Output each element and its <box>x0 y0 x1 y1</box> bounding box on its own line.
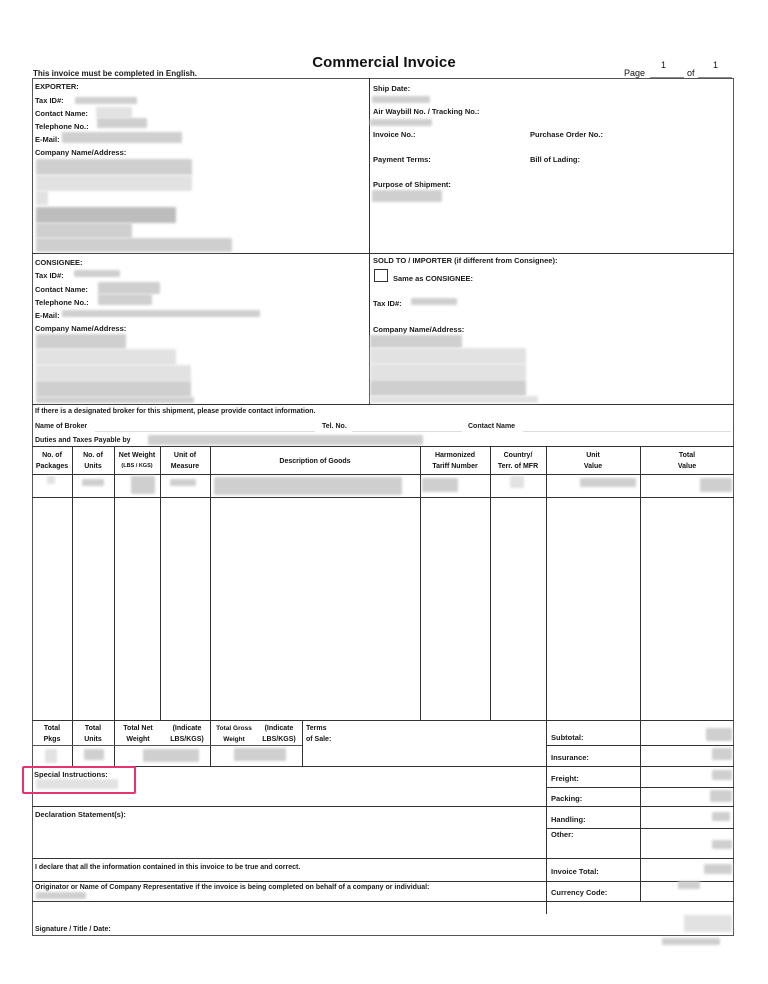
currency-code-value[interactable] <box>678 881 700 889</box>
special-instructions-bottom <box>32 806 734 807</box>
col-header-packages-line1: No. of <box>42 452 62 459</box>
indicate-units-2-line2: LBS/KGS) <box>262 736 296 743</box>
sold-to-address-line-5[interactable] <box>370 396 538 403</box>
consignee-contact-name-label: Contact Name: <box>35 285 88 294</box>
english-notice: This invoice must be completed in English. <box>33 69 198 78</box>
originator-label: Originator or Name of Company Representative if the invoice is being completed on behalf of a company or individual: <box>35 884 430 891</box>
duties-taxes-label: Duties and Taxes Payable by <box>35 437 131 444</box>
sold-to-company-address-label: Company Name/Address: <box>373 325 465 334</box>
consignee-tax-id-value[interactable] <box>74 270 120 277</box>
broker-contact-name-field[interactable] <box>523 431 731 432</box>
exporter-address-line-6[interactable] <box>36 238 232 252</box>
consignee-telephone-label: Telephone No.: <box>35 298 89 307</box>
consignee-contact-name-value[interactable] <box>98 282 160 294</box>
broker-name-label: Name of Broker <box>35 423 88 430</box>
consignee-address-line-4[interactable] <box>36 381 191 397</box>
sold-to-address-line-1[interactable] <box>370 335 462 348</box>
summary-divider-3 <box>546 787 734 788</box>
exporter-email-label: E-Mail: <box>35 135 60 144</box>
col-header-tariff <box>420 450 490 472</box>
exporter-consignee-divider <box>32 253 734 254</box>
total-net-weight-label-line1: Total Net <box>123 725 153 732</box>
item-net-weight-value[interactable] <box>131 476 155 494</box>
exporter-address-line-4[interactable] <box>36 207 176 223</box>
col-header-total-value-line2: Value <box>677 463 697 470</box>
exporter-tax-id-value[interactable] <box>75 97 137 104</box>
col-header-unit-measure-line1: Unit of <box>173 452 197 459</box>
freight-value[interactable] <box>712 770 732 780</box>
item-description-value[interactable] <box>214 477 402 495</box>
col-header-net-weight <box>114 450 160 472</box>
of-label: of <box>687 68 695 78</box>
subtotal-value[interactable] <box>706 728 732 741</box>
invoice-total-label: Invoice Total: <box>551 867 599 876</box>
insurance-value[interactable] <box>712 748 732 760</box>
items-first-row-bottom <box>32 497 734 498</box>
exporter-address-line-3[interactable] <box>36 191 48 205</box>
handling-value[interactable] <box>712 812 730 821</box>
col-divider-4 <box>210 446 211 766</box>
signature-date-value[interactable] <box>662 938 720 945</box>
page-title: Commercial Invoice <box>312 54 456 71</box>
item-packages-value[interactable] <box>47 476 55 484</box>
col-header-net-weight-line2: (LBS / KGS) <box>121 463 153 469</box>
items-grid-bottom <box>32 720 734 721</box>
col-divider-2 <box>114 446 115 766</box>
consignee-email-label: E-Mail: <box>35 311 60 320</box>
col-header-units <box>72 450 114 472</box>
total-pkgs-value[interactable] <box>45 749 57 763</box>
invoice-total-value[interactable] <box>704 864 732 874</box>
col-header-total-value-line1: Total <box>678 452 696 459</box>
col-header-unit-value <box>546 450 640 472</box>
item-units-value[interactable] <box>82 479 104 486</box>
declare-bottom <box>32 881 734 882</box>
exporter-label: EXPORTER: <box>35 82 79 91</box>
consignee-email-value[interactable] <box>62 310 260 317</box>
total-gross-weight-label-line1: Total Gross <box>216 725 252 732</box>
total-gross-weight-label-line2: Weight <box>223 736 245 743</box>
consignee-address-line-5[interactable] <box>36 397 194 403</box>
col-header-unit-value-line2: Value <box>583 463 603 470</box>
col-header-country <box>490 450 546 472</box>
payment-terms-label: Payment Terms: <box>373 155 431 164</box>
total-net-weight-label-line2: Weight <box>126 736 150 743</box>
col-divider-5 <box>420 446 421 720</box>
col-header-tariff-line2: Tariff Number <box>432 463 478 470</box>
indicate-units-label-1 <box>162 723 212 745</box>
purpose-of-shipment-value[interactable] <box>372 190 442 202</box>
declaration-statements-label: Declaration Statement(s): <box>35 810 126 819</box>
col-divider-8 <box>640 446 641 901</box>
col-header-country-line1: Country/ <box>503 452 533 459</box>
air-waybill-label: Air Waybill No. / Tracking No.: <box>373 107 480 116</box>
exporter-telephone-label: Telephone No.: <box>35 122 89 131</box>
sold-to-address-line-3[interactable] <box>370 364 526 380</box>
page-number[interactable]: 1 <box>661 60 667 70</box>
sold-to-address-line-2[interactable] <box>370 348 526 364</box>
total-pkgs-label <box>32 723 72 745</box>
col-header-country-line2: Terr. of MFR <box>497 463 539 470</box>
insurance-label: Insurance: <box>551 753 589 762</box>
total-pkgs-label-line1: Total <box>43 725 61 732</box>
exporter-contact-name-label: Contact Name: <box>35 109 88 118</box>
summary-divider-1 <box>546 745 734 746</box>
item-unit-measure-value[interactable] <box>170 479 196 486</box>
summary-divider-5 <box>546 828 734 829</box>
summary-divider-2 <box>546 766 734 767</box>
total-units-label-line1: Total <box>84 725 102 732</box>
col-header-unit-measure-line2: Measure <box>170 463 200 470</box>
col-header-unit-value-line1: Unit <box>586 452 600 459</box>
exporter-tax-id-label: Tax ID#: <box>35 96 64 105</box>
total-gross-weight-label <box>210 723 258 745</box>
col-header-units-line1: No. of <box>83 452 103 459</box>
signature-label: Signature / Title / Date: <box>35 926 111 933</box>
broker-name-field[interactable] <box>95 431 315 432</box>
page-total[interactable]: 1 <box>713 60 719 70</box>
total-net-weight-label <box>114 723 162 745</box>
freight-label: Freight: <box>551 774 579 783</box>
exporter-contact-name-value[interactable] <box>96 107 132 118</box>
consignee-address-line-3[interactable] <box>36 365 191 381</box>
sold-to-tax-id-value[interactable] <box>411 298 457 305</box>
totals-header-bottom <box>32 745 302 746</box>
col-header-description <box>210 456 420 467</box>
exporter-company-address-label: Company Name/Address: <box>35 148 127 157</box>
col-header-tariff-line1: Harmonized <box>434 452 476 459</box>
ship-date-label: Ship Date: <box>373 84 411 93</box>
item-country-value[interactable] <box>510 476 524 488</box>
broker-notice: If there is a designated broker for this shipment, please provide contact information. <box>35 408 316 415</box>
terms-of-sale-label <box>306 723 331 745</box>
consignee-telephone-value[interactable] <box>98 294 152 305</box>
terms-divider <box>302 720 303 766</box>
col-header-unit-measure <box>160 450 210 472</box>
item-unit-value-value[interactable] <box>580 478 636 487</box>
sold-to-tax-id-label: Tax ID#: <box>373 299 402 308</box>
total-net-weight-value[interactable] <box>143 749 199 762</box>
broker-contact-name-label: Contact Name <box>468 423 516 430</box>
items-header-bottom <box>32 474 734 475</box>
special-instructions-highlight <box>22 766 136 794</box>
col-header-total-value <box>640 450 734 472</box>
special-instructions-label: Special Instructions: <box>34 770 108 779</box>
currency-code-label: Currency Code: <box>551 888 608 897</box>
broker-tel-field[interactable] <box>352 431 462 432</box>
total-gross-weight-value[interactable] <box>234 748 286 761</box>
exporter-telephone-value[interactable] <box>97 118 147 128</box>
indicate-units-label-2 <box>256 723 302 745</box>
consignee-broker-divider <box>32 404 734 405</box>
same-as-consignee-checkbox[interactable] <box>374 269 388 282</box>
consignee-label: CONSIGNEE: <box>35 258 83 267</box>
bill-of-lading-label: Bill of Lading: <box>530 155 580 164</box>
exporter-address-line-5[interactable] <box>36 223 132 238</box>
consignee-address-line-2[interactable] <box>36 349 176 365</box>
consignee-tax-id-label: Tax ID#: <box>35 271 64 280</box>
exporter-address-line-1[interactable] <box>36 159 192 175</box>
indicate-units-1-line2: LBS/KGS) <box>170 736 204 743</box>
sold-to-address-line-4[interactable] <box>370 380 526 396</box>
air-waybill-value[interactable] <box>370 119 432 126</box>
col-divider-7 <box>546 446 547 914</box>
items-header-top <box>32 446 734 447</box>
signature-value[interactable] <box>684 915 732 932</box>
other-value[interactable] <box>712 840 732 849</box>
col-divider-3 <box>160 446 161 720</box>
col-header-packages <box>32 450 72 472</box>
invoice-no-label: Invoice No.: <box>373 130 416 139</box>
terms-of-sale-line2: of Sale: <box>306 736 332 743</box>
originator-value[interactable] <box>36 892 86 899</box>
purpose-of-shipment-label: Purpose of Shipment: <box>373 180 451 189</box>
packing-label: Packing: <box>551 794 583 803</box>
purchase-order-label: Purchase Order No.: <box>530 130 603 139</box>
item-tariff-value[interactable] <box>422 478 458 492</box>
total-units-value[interactable] <box>84 749 104 760</box>
consignee-company-address-label: Company Name/Address: <box>35 324 127 333</box>
sold-to-label: SOLD TO / IMPORTER (if different from Consignee): <box>373 256 558 265</box>
same-as-consignee-label: Same as CONSIGNEE: <box>393 274 474 283</box>
exporter-address-line-2[interactable] <box>36 175 192 191</box>
item-total-value-value[interactable] <box>700 478 732 492</box>
declare-statement: I declare that all the information contained in this invoice to be true and correct. <box>35 864 301 871</box>
col-header-packages-line2: Packages <box>35 463 69 470</box>
subtotal-label: Subtotal: <box>551 733 584 742</box>
exporter-email-value[interactable] <box>62 132 182 143</box>
total-units-label <box>72 723 114 745</box>
declaration-bottom <box>32 858 734 859</box>
indicate-units-2-line1: (Indicate <box>264 725 294 732</box>
packing-value[interactable] <box>710 790 732 802</box>
duties-taxes-value[interactable] <box>148 435 423 445</box>
indicate-units-1-line1: (Indicate <box>172 725 202 732</box>
col-header-units-line2: Units <box>84 463 102 470</box>
originator-bottom <box>32 901 734 902</box>
ship-date-value[interactable] <box>372 96 430 103</box>
consignee-address-line-1[interactable] <box>36 334 126 349</box>
broker-tel-label: Tel. No. <box>322 423 347 430</box>
total-pkgs-label-line2: Pkgs <box>43 736 61 743</box>
page-label: Page <box>624 68 646 78</box>
terms-of-sale-line1: Terms <box>306 725 327 732</box>
col-header-description-line1: Description of Goods <box>279 458 351 465</box>
other-label: Other: <box>551 830 574 839</box>
col-divider-1 <box>72 446 73 766</box>
col-divider-6 <box>490 446 491 720</box>
total-units-label-line2: Units <box>84 736 102 743</box>
handling-label: Handling: <box>551 815 586 824</box>
col-header-net-weight-line1: Net Weight <box>118 452 156 459</box>
